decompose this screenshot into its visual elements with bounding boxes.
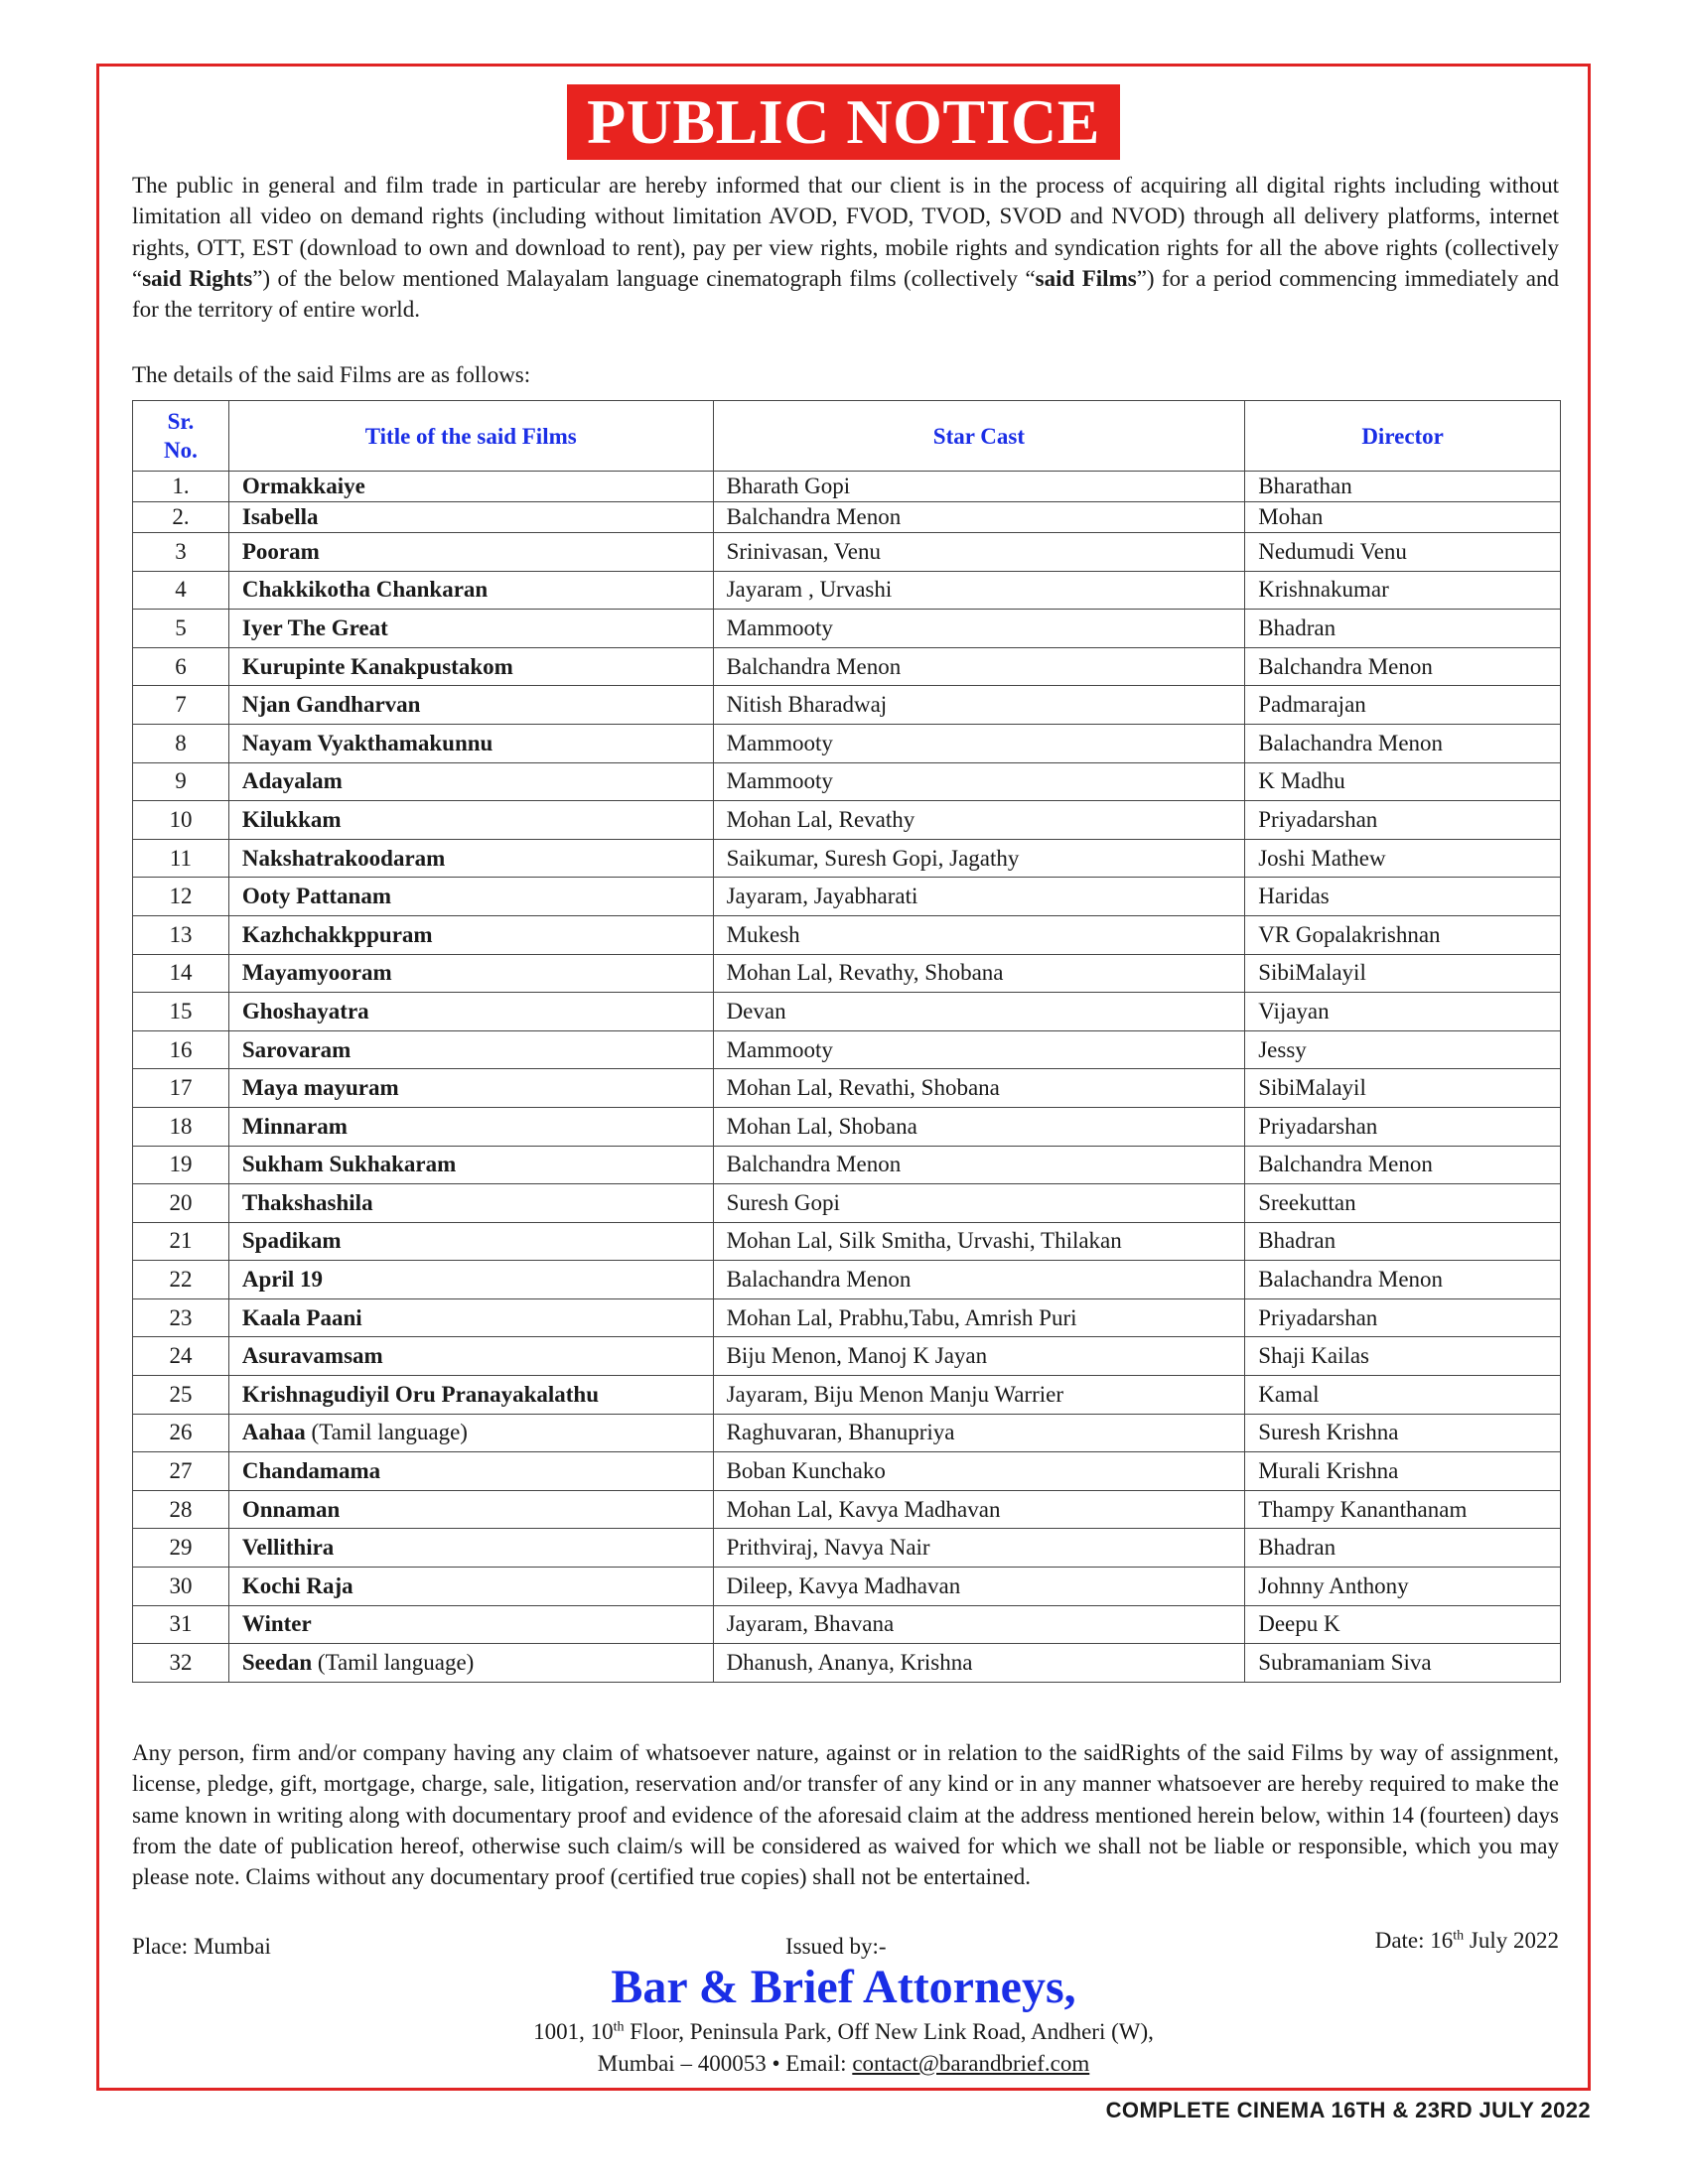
star-cast-cell: Mohan Lal, Shobana [713, 1107, 1245, 1146]
film-title: Kazhchakkppuram [241, 921, 433, 947]
intro-text-1: The public in general and film trade in particular are hereby informed that our client is in the process of acquiring all digital rights including without limitation all video on demand rights (including without limitation AVOD, FVOD, TVOD, SVOD and NVOD) through all delivery platforms, internet rights, OTT, EST (download to own and download to rent), pay per view rights, mobile rights and syndication rights for all the above rights (collectively “ [132, 173, 1559, 291]
table-row [133, 954, 1561, 993]
star-cast-cell: Srinivasan, Venu [713, 533, 1245, 572]
director-cell: Mohan [1245, 502, 1561, 533]
film-title: Mayamyooram [241, 960, 392, 986]
sr-cell: 13 [133, 915, 229, 954]
table-row [133, 1414, 1561, 1452]
film-title-cell [228, 1529, 713, 1568]
director-cell: Balachandra Menon [1245, 724, 1561, 762]
star-cast-cell: Suresh Gopi [713, 1184, 1245, 1223]
table-row [133, 1222, 1561, 1261]
film-title-cell [228, 472, 713, 502]
star-cast-cell: Balachandra Menon [713, 1261, 1245, 1299]
publication-footer: COMPLETE CINEMA 16TH & 23RD JULY 2022 [1105, 2098, 1591, 2122]
director-cell: Bhadran [1245, 1529, 1561, 1568]
header-sr-line2: No. [164, 438, 198, 463]
director-cell: Bhadran [1245, 1222, 1561, 1261]
film-title-cell [228, 878, 713, 916]
star-cast-cell: Mammooty [713, 724, 1245, 762]
film-title-cell [228, 1146, 713, 1184]
film-title: Adayalam [241, 768, 343, 794]
star-cast-cell: Jayaram , Urvashi [713, 571, 1245, 610]
film-title: Vellithira [241, 1535, 335, 1561]
table-row [133, 1337, 1561, 1376]
header-director: Director [1245, 401, 1561, 472]
star-cast-cell: Mammooty [713, 762, 1245, 801]
table-row [133, 915, 1561, 954]
film-title: Kaala Paani [241, 1304, 362, 1330]
details-line: The details of the said Films are as follows: [132, 362, 531, 387]
film-title: Ooty Pattanam [241, 884, 391, 909]
address-line-1 [99, 2017, 1588, 2047]
director-cell: Murali Krishna [1245, 1452, 1561, 1491]
director-cell: Krishnakumar [1245, 571, 1561, 610]
film-title: Njan Gandharvan [241, 692, 421, 718]
sr-cell: 30 [133, 1568, 229, 1606]
table-row [133, 502, 1561, 533]
table-row [133, 724, 1561, 762]
director-cell: Padmarajan [1245, 686, 1561, 725]
director-cell: Priyadarshan [1245, 1298, 1561, 1337]
film-title-cell [228, 1222, 713, 1261]
sr-cell: 5 [133, 610, 229, 648]
star-cast-cell: Jayaram, Jayabharati [713, 878, 1245, 916]
sr-cell: 21 [133, 1222, 229, 1261]
sr-cell: 2. [133, 502, 229, 533]
table-body [133, 472, 1561, 1683]
sr-cell: 11 [133, 839, 229, 878]
director-cell: Subramaniam Siva [1245, 1644, 1561, 1683]
film-title: April 19 [241, 1267, 324, 1293]
sr-cell: 12 [133, 878, 229, 916]
table-row [133, 1605, 1561, 1644]
notice-frame [96, 64, 1591, 2091]
film-title-cell [228, 686, 713, 725]
film-title-cell [228, 801, 713, 840]
star-cast-cell: Boban Kunchako [713, 1452, 1245, 1491]
table-row [133, 993, 1561, 1031]
header-sr-no [133, 401, 229, 472]
director-cell: Balachandra Menon [1245, 1261, 1561, 1299]
place: Place: Mumbai [132, 1934, 271, 1959]
table-row [133, 1146, 1561, 1184]
film-title-cell [228, 724, 713, 762]
table-row [133, 1529, 1561, 1568]
sr-cell: 10 [133, 801, 229, 840]
star-cast-cell: Saikumar, Suresh Gopi, Jagathy [713, 839, 1245, 878]
table-row [133, 472, 1561, 502]
film-title-cell [228, 1490, 713, 1529]
header-sr-line1: Sr. [167, 409, 195, 434]
table-row [133, 533, 1561, 572]
table-row [133, 1568, 1561, 1606]
sr-cell: 16 [133, 1030, 229, 1069]
table-row [133, 762, 1561, 801]
star-cast-cell: Mohan Lal, Revathi, Shobana [713, 1069, 1245, 1108]
address-prefix: 1001, 10 [533, 2019, 614, 2044]
sr-cell: 32 [133, 1644, 229, 1683]
film-title-cell [228, 839, 713, 878]
film-title-cell [228, 647, 713, 686]
table-row [133, 1184, 1561, 1223]
film-title-cell [228, 1069, 713, 1108]
film-title-cell [228, 502, 713, 533]
film-title: Onnaman [241, 1496, 341, 1522]
film-title: Chakkikotha Chankaran [241, 577, 489, 603]
sr-cell: 31 [133, 1605, 229, 1644]
sr-cell: 28 [133, 1490, 229, 1529]
film-title-cell [228, 954, 713, 993]
sr-cell: 6 [133, 647, 229, 686]
star-cast-cell: Biju Menon, Manoj K Jayan [713, 1337, 1245, 1376]
film-title: Spadikam [241, 1228, 342, 1254]
email-link[interactable]: contact@barandbrief.com [852, 2051, 1090, 2076]
director-cell: Balchandra Menon [1245, 647, 1561, 686]
table-row [133, 1261, 1561, 1299]
film-title-cell [228, 1107, 713, 1146]
sr-cell: 14 [133, 954, 229, 993]
table-row [133, 839, 1561, 878]
film-title-cell [228, 1184, 713, 1223]
address-line-2 [99, 2049, 1588, 2079]
intro-paragraph [132, 170, 1559, 325]
table-header-row [133, 401, 1561, 472]
table-row [133, 1644, 1561, 1683]
director-cell: Priyadarshan [1245, 1107, 1561, 1146]
table-row [133, 686, 1561, 725]
director-cell: VR Gopalakrishnan [1245, 915, 1561, 954]
star-cast-cell: Balchandra Menon [713, 502, 1245, 533]
director-cell: Deepu K [1245, 1605, 1561, 1644]
director-cell: SibiMalayil [1245, 954, 1561, 993]
sr-cell: 22 [133, 1261, 229, 1299]
film-title-cell [228, 1298, 713, 1337]
title-wrap [99, 84, 1588, 160]
star-cast-cell: Balchandra Menon [713, 1146, 1245, 1184]
director-cell: Shaji Kailas [1245, 1337, 1561, 1376]
film-title: Krishnagudiyil Oru Pranayakalathu [241, 1381, 600, 1407]
signature-row [132, 1928, 1559, 1962]
star-cast-cell: Mohan Lal, Kavya Madhavan [713, 1490, 1245, 1529]
sr-cell: 15 [133, 993, 229, 1031]
table-row [133, 1376, 1561, 1415]
film-title: Kilukkam [241, 806, 342, 832]
film-title: Seedan [241, 1650, 313, 1676]
date-prefix: Date: 16 [1374, 1928, 1454, 1953]
intro-text-2: ”) of the below mentioned Malayalam language cinematograph films (collectively “ [252, 265, 1036, 291]
film-title-cell [228, 1030, 713, 1069]
star-cast-cell: Raghuvaran, Bhanupriya [713, 1414, 1245, 1452]
sr-cell: 7 [133, 686, 229, 725]
notice-date [1375, 1928, 1559, 1954]
date-sup: th [1453, 1928, 1465, 1944]
film-language-note: (Tamil language) [312, 1650, 475, 1676]
director-cell: SibiMalayil [1245, 1069, 1561, 1108]
film-title: Nayam Vyakthamakunnu [241, 730, 493, 755]
table-row [133, 1298, 1561, 1337]
address-sup: th [613, 2019, 625, 2035]
table-row [133, 878, 1561, 916]
film-title-cell [228, 1261, 713, 1299]
film-title-cell [228, 1568, 713, 1606]
director-cell: Johnny Anthony [1245, 1568, 1561, 1606]
star-cast-cell: Mukesh [713, 915, 1245, 954]
director-cell: Priyadarshan [1245, 801, 1561, 840]
star-cast-cell: Mammooty [713, 610, 1245, 648]
director-cell: Suresh Krishna [1245, 1414, 1561, 1452]
star-cast-cell: Dileep, Kavya Madhavan [713, 1568, 1245, 1606]
star-cast-cell: Mohan Lal, Revathy [713, 801, 1245, 840]
film-title: Sarovaram [241, 1036, 352, 1062]
header-title: Title of the said Films [228, 401, 713, 472]
star-cast-cell: Mammooty [713, 1030, 1245, 1069]
table-row [133, 1030, 1561, 1069]
claims-paragraph: Any person, firm and/or company having any claim of whatsoever nature, against or in relation to the saidRights of the said Films by way of assignment, license, pledge, gift, mortgage, charge, sale, litigation, reservation and/or transfer of any kind or in any manner whatsoever are hereby required to make the same known in writing along with documentary proof and evidence of the aforesaid claim at the address mentioned herein below, within 14 (fourteen) days from the date of publication hereof, otherwise such claim/s will be considered as waived for which we shall not be liable or responsible, which you may please note. Claims without any documentary proof (certified true copies) shall not be entertained. [132, 1740, 1559, 1890]
film-title: Nakshatrakoodaram [241, 845, 446, 871]
sr-cell: 9 [133, 762, 229, 801]
film-title-cell [228, 1376, 713, 1415]
sr-cell: 8 [133, 724, 229, 762]
film-title: Ghoshayatra [241, 998, 369, 1024]
table-row [133, 801, 1561, 840]
table-row [133, 1452, 1561, 1491]
star-cast-cell: Balchandra Menon [713, 647, 1245, 686]
film-title: Asuravamsam [241, 1343, 383, 1369]
film-title-cell [228, 1414, 713, 1452]
film-title: Aahaa [241, 1420, 306, 1445]
film-title: Iyer The Great [241, 614, 388, 640]
sr-cell: 26 [133, 1414, 229, 1452]
intro-text-3: ”) for a period commencing immediately and for the territory of entire world. [132, 265, 1559, 323]
table-row [133, 647, 1561, 686]
film-title-cell [228, 1337, 713, 1376]
director-cell: Balchandra Menon [1245, 1146, 1561, 1184]
film-title-cell [228, 1452, 713, 1491]
firm-name: Bar & Brief Attorneys, [611, 1961, 1076, 2013]
film-title-cell [228, 993, 713, 1031]
address-line2-prefix: Mumbai – 400053 • Email: [597, 2051, 853, 2076]
film-title: Ormakkaiye [241, 474, 365, 498]
film-title-cell [228, 1644, 713, 1683]
director-cell: K Madhu [1245, 762, 1561, 801]
sr-cell: 3 [133, 533, 229, 572]
star-cast-cell: Dhanush, Ananya, Krishna [713, 1644, 1245, 1683]
film-title: Kurupinte Kanakpustakom [241, 653, 513, 679]
film-title-cell [228, 610, 713, 648]
film-title-cell [228, 571, 713, 610]
film-title-cell [228, 1605, 713, 1644]
film-title: Chandamama [241, 1458, 381, 1484]
date-suffix: July 2022 [1464, 1928, 1559, 1953]
sr-cell: 1. [133, 472, 229, 502]
director-cell: Haridas [1245, 878, 1561, 916]
sr-cell: 23 [133, 1298, 229, 1337]
director-cell: Joshi Mathew [1245, 839, 1561, 878]
sr-cell: 4 [133, 571, 229, 610]
star-cast-cell: Mohan Lal, Prabhu,Tabu, Amrish Puri [713, 1298, 1245, 1337]
film-title: Maya mayuram [241, 1075, 399, 1101]
star-cast-cell: Bharath Gopi [713, 472, 1245, 502]
film-title: Thakshashila [241, 1189, 373, 1215]
address-suffix: Floor, Peninsula Park, Off New Link Road, Andheri (W), [624, 2019, 1154, 2044]
star-cast-cell: Jayaram, Bhavana [713, 1605, 1245, 1644]
table-row [133, 1069, 1561, 1108]
director-cell: Thampy Kananthanam [1245, 1490, 1561, 1529]
director-cell: Bharathan [1245, 472, 1561, 502]
director-cell: Sreekuttan [1245, 1184, 1561, 1223]
film-title: Isabella [241, 504, 319, 529]
star-cast-cell: Jayaram, Biju Menon Manju Warrier [713, 1376, 1245, 1415]
issued-by: Issued by:- [785, 1934, 887, 1959]
director-cell: Vijayan [1245, 993, 1561, 1031]
sr-cell: 20 [133, 1184, 229, 1223]
director-cell: Bhadran [1245, 610, 1561, 648]
sr-cell: 29 [133, 1529, 229, 1568]
film-title: Pooram [241, 538, 320, 564]
film-title: Sukham Sukhakaram [241, 1152, 457, 1177]
notice-title: PUBLIC NOTICE [567, 84, 1120, 160]
sr-cell: 24 [133, 1337, 229, 1376]
sr-cell: 27 [133, 1452, 229, 1491]
star-cast-cell: Prithviraj, Navya Nair [713, 1529, 1245, 1568]
film-language-note: (Tamil language) [305, 1420, 468, 1445]
table-row [133, 1490, 1561, 1529]
sr-cell: 25 [133, 1376, 229, 1415]
director-cell: Nedumudi Venu [1245, 533, 1561, 572]
film-title-cell [228, 533, 713, 572]
films-table [132, 400, 1561, 1683]
intro-bold-said-rights: said Rights [142, 265, 253, 291]
sr-cell: 17 [133, 1069, 229, 1108]
film-title-cell [228, 762, 713, 801]
film-title: Kochi Raja [241, 1572, 353, 1598]
film-title-cell [228, 915, 713, 954]
film-title: Minnaram [241, 1113, 348, 1139]
film-title: Winter [241, 1611, 312, 1637]
star-cast-cell: Mohan Lal, Revathy, Shobana [713, 954, 1245, 993]
director-cell: Jessy [1245, 1030, 1561, 1069]
table-row [133, 1107, 1561, 1146]
header-star-cast: Star Cast [713, 401, 1245, 472]
star-cast-cell: Devan [713, 993, 1245, 1031]
director-cell: Kamal [1245, 1376, 1561, 1415]
table-row [133, 610, 1561, 648]
sr-cell: 18 [133, 1107, 229, 1146]
intro-bold-said-films: said Films [1035, 265, 1137, 291]
sr-cell: 19 [133, 1146, 229, 1184]
star-cast-cell: Nitish Bharadwaj [713, 686, 1245, 725]
star-cast-cell: Mohan Lal, Silk Smitha, Urvashi, Thilakan [713, 1222, 1245, 1261]
table-row [133, 571, 1561, 610]
